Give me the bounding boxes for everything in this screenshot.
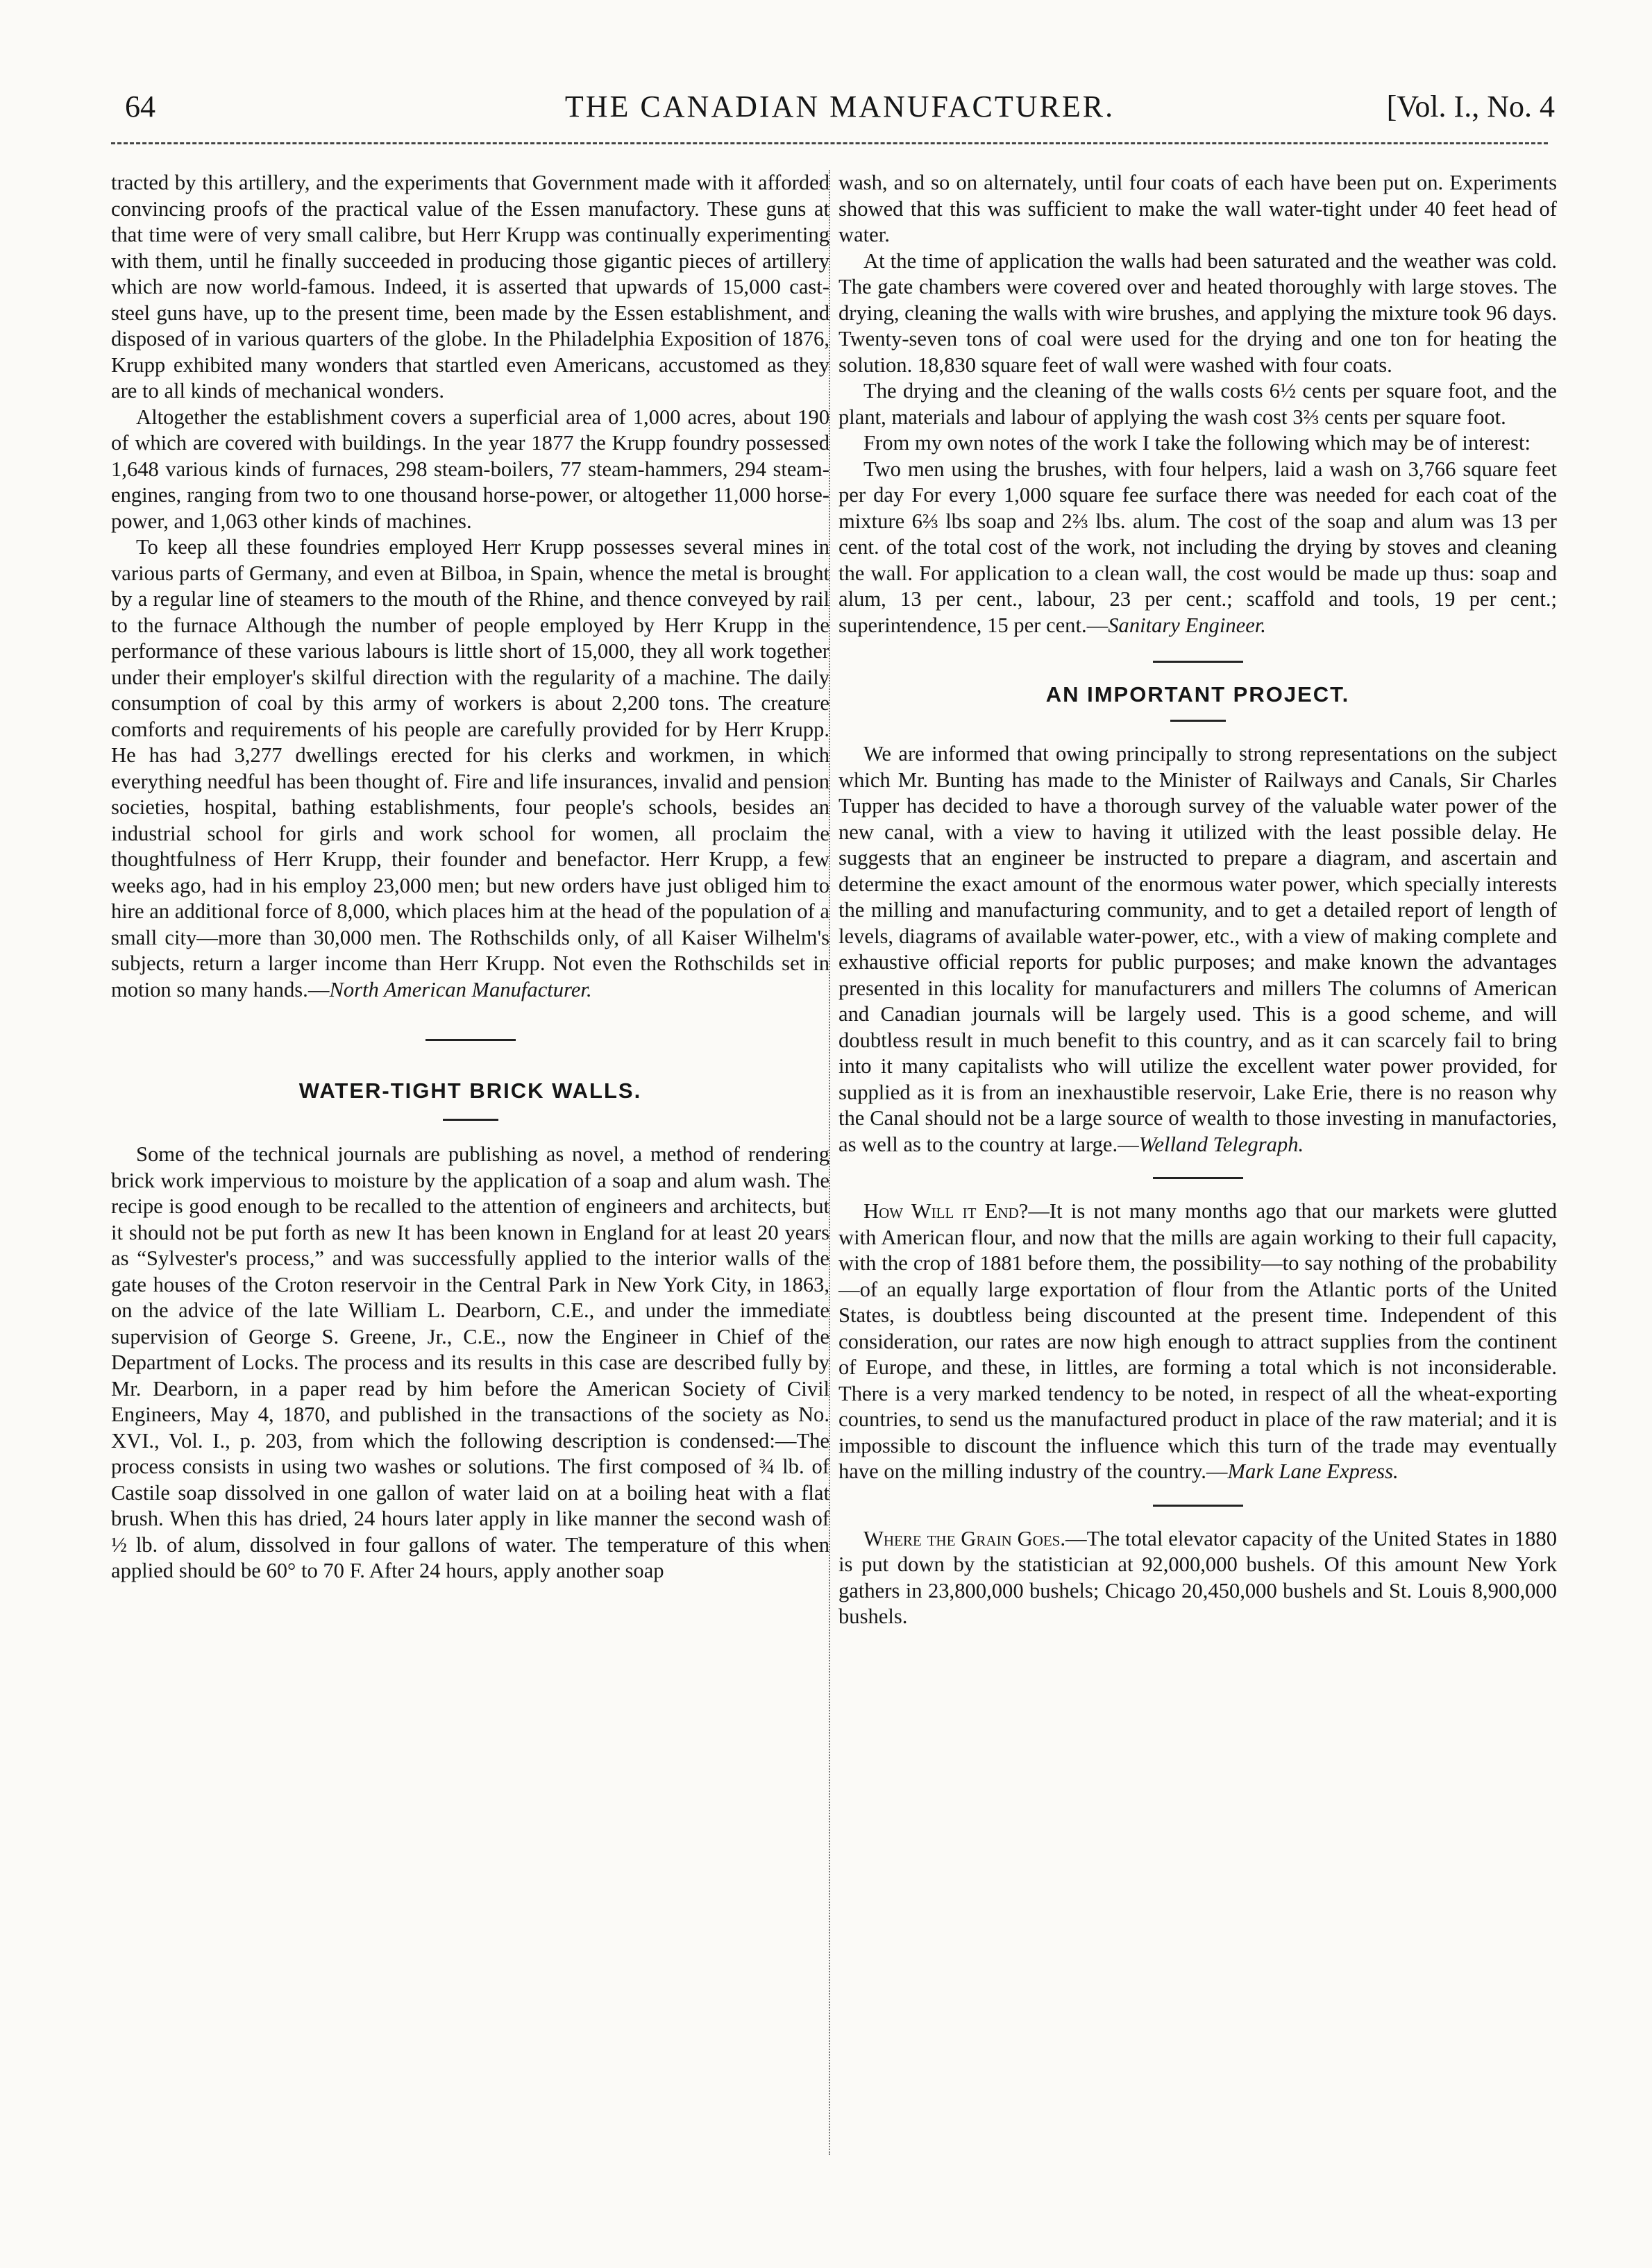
brick-paragraph-6 bbox=[838, 457, 1557, 639]
krupp-paragraph-3-text: To keep all these foundries employed Herr Krupp possesses several mines in various parts of Germany, and even at Bilboa, in Spain, whence the metal is brought by a regular line of steamers to the mouth of the Rhine, and thence conveyed by rail to the furnace Although the number of people employed by Herr Krupp in the performance of these various labours is little short of 15,000, they all work together under their employer's skilful direction with the regularity of a machine. The daily consumption of coal by this army of workers is about 2,200 tons. The creature comforts and requirements of his people are carefully provided for by Herr Krupp. He has had 3,277 dwellings erected for his clerks and workmen, in which everything needful has been thought of. Fire and life insurances, invalid and pension societies, hospital, bathing establishments, four people's schools, besides an industrial school for girls and work school for women, all proclaim the thoughtfulness of Herr Krupp, their founder and benefactor. Herr Krupp, a few weeks ago, had in his employ 23,000 men; but new orders have just obliged him to hire an additional force of 8,000, which places him at the head of the population of a small city—more than 30,000 men. The Rothschilds only, of all Kaiser Wilhelm's subjects, return a larger income than Herr Krupp. Not even the Rothschilds set in motion so many hands.— bbox=[111, 535, 829, 1001]
issue-label: [Vol. I., No. 4 bbox=[1386, 90, 1555, 124]
krupp-source: North American Manufacturer. bbox=[329, 977, 592, 1001]
project-heading: AN IMPORTANT PROJECT. bbox=[1045, 682, 1350, 706]
brick-paragraph-4: The drying and the cleaning of the walls costs 6½ cents per square foot, and the plant, materials and labour of applying the wash cost 3⅔ cents per square foot. bbox=[838, 379, 1557, 429]
publication-title: THE CANADIAN MANUFACTURER. bbox=[564, 90, 1115, 124]
krupp-paragraph-2: Altogether the establishment covers a superficial area of 1,000 acres, about 190 of which are covered with buildings. In the year 1877 the Krupp foundry possessed 1,648 various kinds of furnaces, 298 steam-boilers, 77 steam-hammers, 294 steam-engines, ranging from two to one thousand horse-power, or altogether 11,000 horse-power, and 1,063 other kinds of machines. bbox=[111, 405, 829, 533]
brick-paragraph-6-text: Two men using the brushes, with four helpers, laid a wash on 3,766 square feet per day For every 1,000 square fee surface there was needed for each coat of the mixture 6⅔ lbs soap and 2⅔ lbs. alum. The cost of the soap and alum was 13 per cent. of the total cost of the work, not including the drying by stoves and cleaning the wall. For application to a clean wall, the cost would be made up thus: soap and alum, 13 per cent., labour, 23 per cent.; scaffold and tools, 19 per cent.; superintendence, 15 per cent.— bbox=[838, 457, 1557, 637]
project-paragraph bbox=[838, 741, 1557, 1158]
flour-paragraph bbox=[838, 1199, 1557, 1485]
brick-paragraph-2: wash, and so on alternately, until four coats of each have been put on. Experiments showed that this was sufficient to make the wall water-tight under 40 feet head of water. bbox=[838, 171, 1557, 246]
column-divider bbox=[829, 170, 830, 2155]
left-column bbox=[111, 170, 829, 1584]
page-header bbox=[125, 89, 1555, 130]
page-number: 64 bbox=[125, 90, 155, 124]
right-column bbox=[838, 170, 1557, 1630]
grain-lead: Where the Grain Goes. bbox=[863, 1526, 1065, 1550]
brick-paragraph-3: At the time of application the walls had been saturated and the weather was cold. The gate chambers were covered over and heated thoroughly with large stoves. The drying, cleaning the walls with wire brushes, and applying the mixture took 96 days. Twenty-seven tons of coal were used for the drying and one ton for heating the solution. 18,830 square feet of wall were washed with four coats. bbox=[838, 248, 1557, 377]
krupp-paragraph-1: tracted by this artillery, and the experiments that Government made with it afforded convincing proofs of the practical value of the Essen manufactory. These guns at that time were of very small calibre, but Herr Krupp was continually experimenting with them, until he finally succeeded in producing those gigantic pieces of artillery which are now world-famous. Indeed, it is asserted that upwards of 15,000 cast-steel guns have, up to the present time, been made by the Essen establishment, and disposed of in various quarters of the globe. In the Philadelphia Exposition of 1876, Krupp exhibited many wonders that startled even Americans, accustomed as they are to all kinds of mechanical wonders. bbox=[111, 171, 829, 403]
project-source: Welland Telegraph. bbox=[1138, 1132, 1304, 1156]
brick-walls-paragraph: Some of the technical journals are publishing as novel, a method of rendering brick work impervious to moisture by the application of a soap and alum wash. The recipe is good enough to be recalled to the attention of engineers and architects, but it should not be put forth as new It has been known in England for at least 20 years as “Sylvester's process,” and was successfully applied to the interior walls of the gate houses of the Croton reservoir in the Central Park in New York City, in 1863, on the advice of the late William L. Dearborn, C.E., and under the immediate supervision of George S. Greene, Jr., C.E., now the Engineer in Chief of the Department of Locks. The process and its results in this case are described fully by Mr. Dearborn, in a paper read by him before the American Society of Civil Engineers, May 4, 1870, and published in the transactions of the society as No. XVI., Vol. I., p. 203, from which the following description is condensed:—The process consists in using two washes or solutions. The first composed of ¾ lb. of Castile soap dissolved in one gallon of water laid on at a boiling heat with a flat brush. When this has dried, 24 hours later apply in like manner the second wash of ½ lb. of alum, dissolved in four gallons of water. The temperature of this when applied should be 60° to 70 F. After 24 hours, apply another soap bbox=[111, 1142, 829, 1582]
flour-source: Mark Lane Express. bbox=[1227, 1459, 1399, 1483]
grain-paragraph bbox=[838, 1526, 1557, 1630]
flour-lead: How Will it End? bbox=[863, 1199, 1029, 1223]
brick-walls-heading: WATER-TIGHT BRICK WALLS. bbox=[298, 1078, 642, 1103]
grain-paragraph-text: —The total elevator capacity of the United States in 1880 is put down by the statistician at 92,000,000 bushels. Of this amount New York gathers in 23,800,000 bushels; Chicago 20,450,000 bushels and St. Louis 8,900,000 bushels. bbox=[838, 1526, 1557, 1628]
header-rule bbox=[111, 142, 1548, 144]
brick-source: Sanitary Engineer. bbox=[1108, 613, 1266, 637]
project-paragraph-text: We are informed that owing principally to strong representations on the subject which Mr. Bunting has made to the Minister of Railways and Canals, Sir Charles Tupper has decided to have a thorough survey of the valuable water power of the new canal, with a view to having it utilized with the least possible delay. He suggests that an engineer be instructed to prepare a diagram, and ascertain and determine the exact amount of the enormous water power, which specially interests the milling and manufacturing community, and to get a detailed report of length of levels, diagrams of available water-power, etc., with a view of making complete and exhaustive official reports for public purposes; and make known the advantages presented in this locality for manufacturers and millers The columns of American and Canadian journals will be largely used. This is a good scheme, and will doubtless result in much benefit to this country, and as it can scarcely fail to bring into it many capitalists who will utilize the excellent water power provided, for supplied as it is from an inexhaustible reservoir, Lake Erie, there is no reason why the Canal should not be a large source of wealth to those investing in manufactories, as well as to the country at large.— bbox=[838, 742, 1557, 1156]
brick-paragraph-5: From my own notes of the work I take the following which may be of interest: bbox=[863, 431, 1531, 455]
flour-paragraph-text: —It is not many months ago that our markets were glutted with American flour, and now that the mills are again working to their full capacity, with the crop of 1881 before them, the possibility—to say nothing of the probability—of an equally large exportation of flour from the Atlantic ports of the United States, is doubtless being discounted at the present time. Independent of this consideration, our rates are now high enough to attract supplies from the continent of Europe, and these, in littles, are forming a total which is not inconsiderable. There is a very marked tendency to be noted, in respect of all the wheat-exporting countries, to send us the manufactured product in place of the raw material; and it is impossible to discount the influence which this turn of the trade may eventually have on the milling industry of the country.— bbox=[838, 1199, 1557, 1483]
krupp-paragraph-3 bbox=[111, 534, 829, 1003]
